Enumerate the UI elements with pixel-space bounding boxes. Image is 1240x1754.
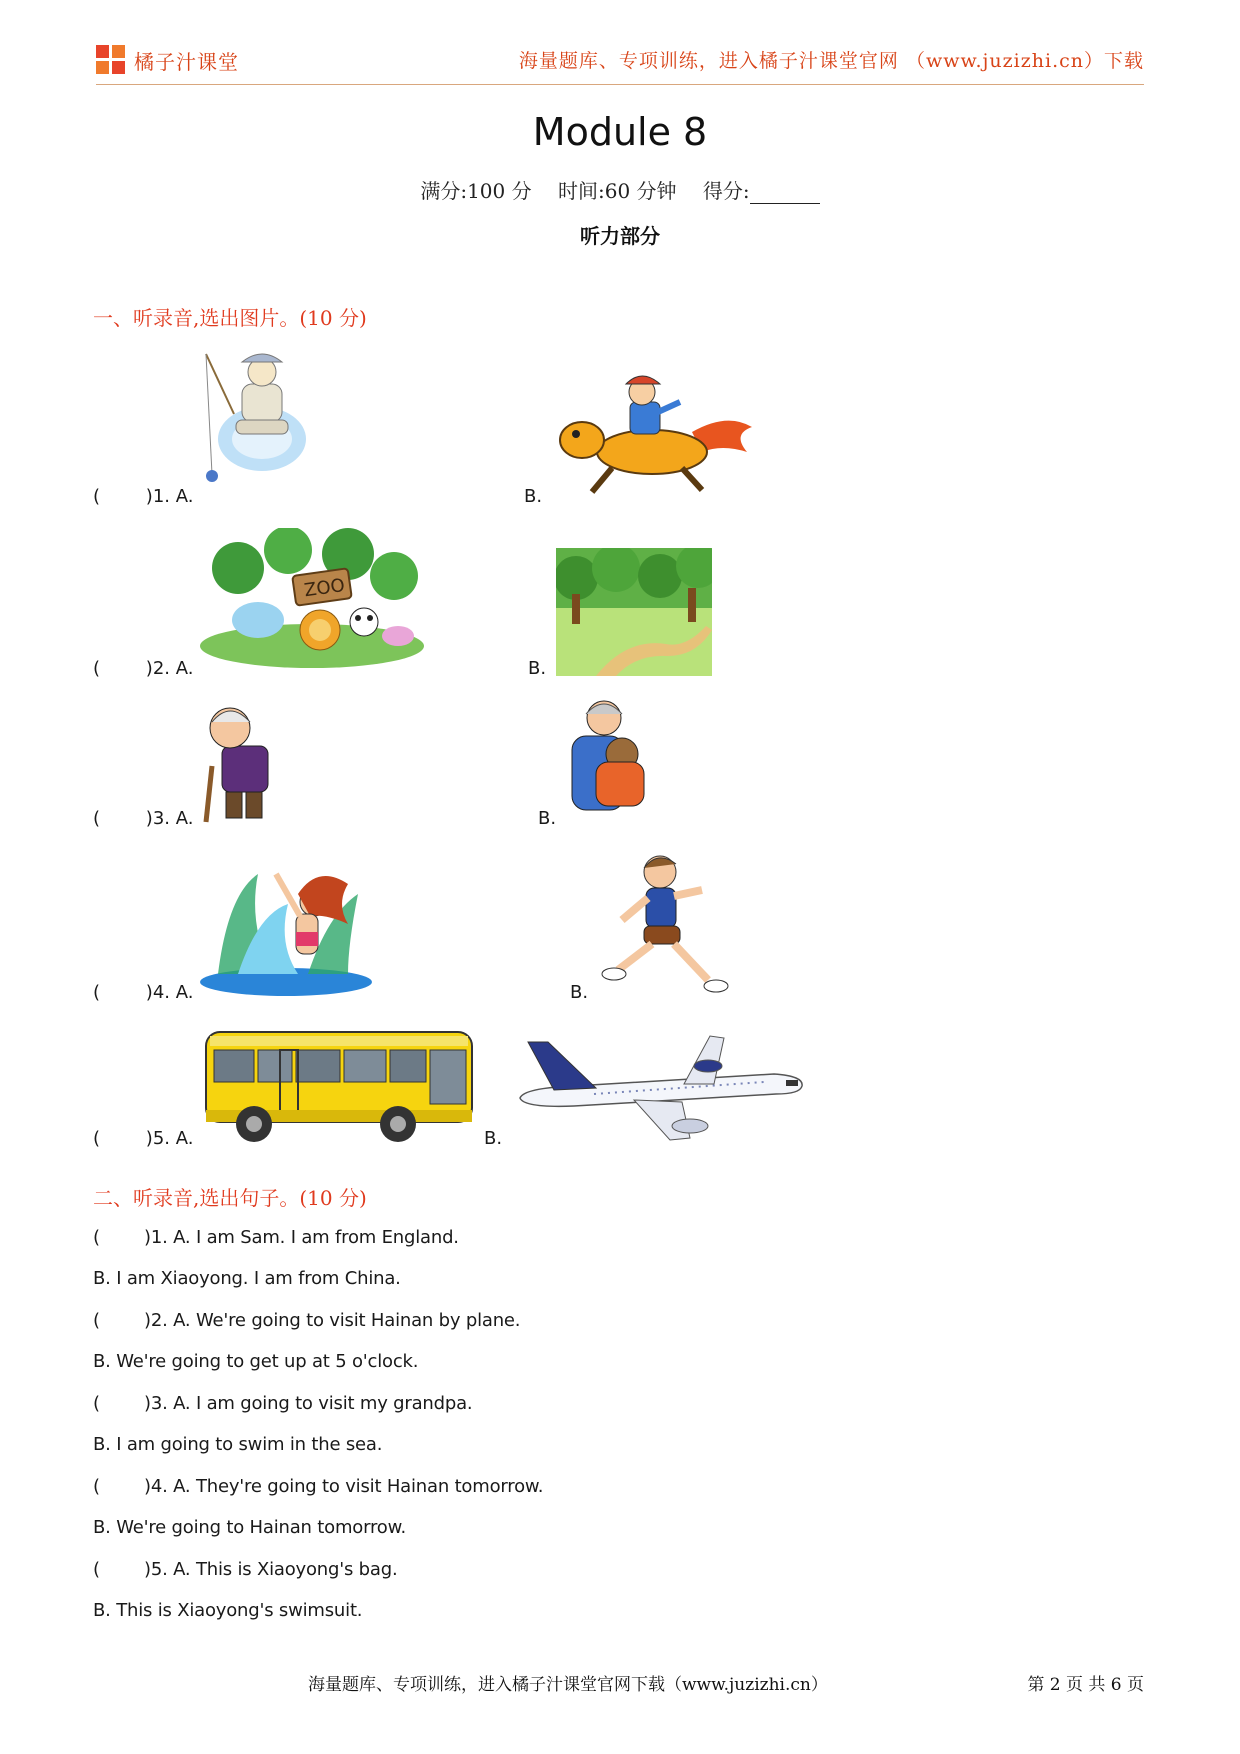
horse-rider-image (552, 372, 756, 502)
q1-label: ( )1. A. (93, 486, 194, 507)
logo-text: 橘子汁课堂 (134, 49, 239, 74)
swimming-girl-image (198, 854, 376, 996)
airplane-image (514, 1028, 806, 1146)
s2-q3-option-a: ( )3. A. I am going to visit my grandpa. (93, 1393, 473, 1414)
q4-label: ( )4. A. (93, 982, 194, 1003)
q3-label: ( )3. A. (93, 808, 194, 829)
grandma-hug-image (566, 696, 648, 824)
q3-option-b: B. (538, 808, 557, 829)
section2-title: 二、听录音,选出句子。(10 分) (93, 1186, 367, 1210)
zoo-image (198, 528, 426, 670)
q2-label: ( )2. A. (93, 658, 194, 679)
running-man-image (600, 852, 738, 1000)
header-divider (96, 84, 1144, 85)
s2-q3-option-b: B. I am going to swim in the sea. (93, 1434, 383, 1455)
q2-option-b: B. (528, 658, 547, 679)
q1-option-b: B. (524, 486, 543, 507)
score-field: 得分: (703, 179, 820, 203)
page-number: 第 2 页 共 6 页 (1027, 1675, 1144, 1695)
section-heading-listening: 听力部分 (580, 224, 660, 248)
q4-option-b: B. (570, 982, 589, 1003)
q5-label: ( )5. A. (93, 1128, 194, 1149)
s2-q2-option-b: B. We're going to get up at 5 o'clock. (93, 1351, 419, 1372)
park-image (556, 548, 712, 676)
s2-q4-option-a: ( )4. A. They're going to visit Hainan tomorrow. (93, 1476, 544, 1497)
fishing-man-image (198, 344, 332, 494)
logo (96, 42, 239, 78)
s2-q4-option-b: B. We're going to Hainan tomorrow. (93, 1517, 406, 1538)
section1-title: 一、听录音,选出图片。(10 分) (93, 306, 367, 330)
s2-q2-option-a: ( )2. A. We're going to visit Hainan by plane. (93, 1310, 521, 1331)
logo-icon (96, 45, 126, 75)
footer-text: 海量题库、专项训练，进入橘子汁课堂官网下载（www.juzizhi.cn） (308, 1675, 828, 1695)
s2-q1-option-a: ( )1. A. I am Sam. I am from England. (93, 1227, 459, 1248)
bus-image (202, 1026, 476, 1148)
page-title: Module 8 (532, 110, 708, 154)
s2-q5-option-a: ( )5. A. This is Xiaoyong's bag. (93, 1559, 398, 1580)
s2-q5-option-b: B. This is Xiaoyong's swimsuit. (93, 1600, 363, 1621)
time-limit: 时间:60 分钟 (557, 179, 677, 203)
s2-q1-option-b: B. I am Xiaoyong. I am from China. (93, 1268, 401, 1289)
header-slogan: 海量题库、专项训练，进入橘子汁课堂官网 （www.juzizhi.cn）下载 (518, 50, 1144, 72)
score-info (0, 175, 1240, 204)
q5-option-b: B. (484, 1128, 503, 1149)
svg-text:ZOO: ZOO (302, 574, 347, 602)
grandpa-image (198, 700, 284, 826)
full-score: 满分:100 分 (420, 179, 532, 203)
